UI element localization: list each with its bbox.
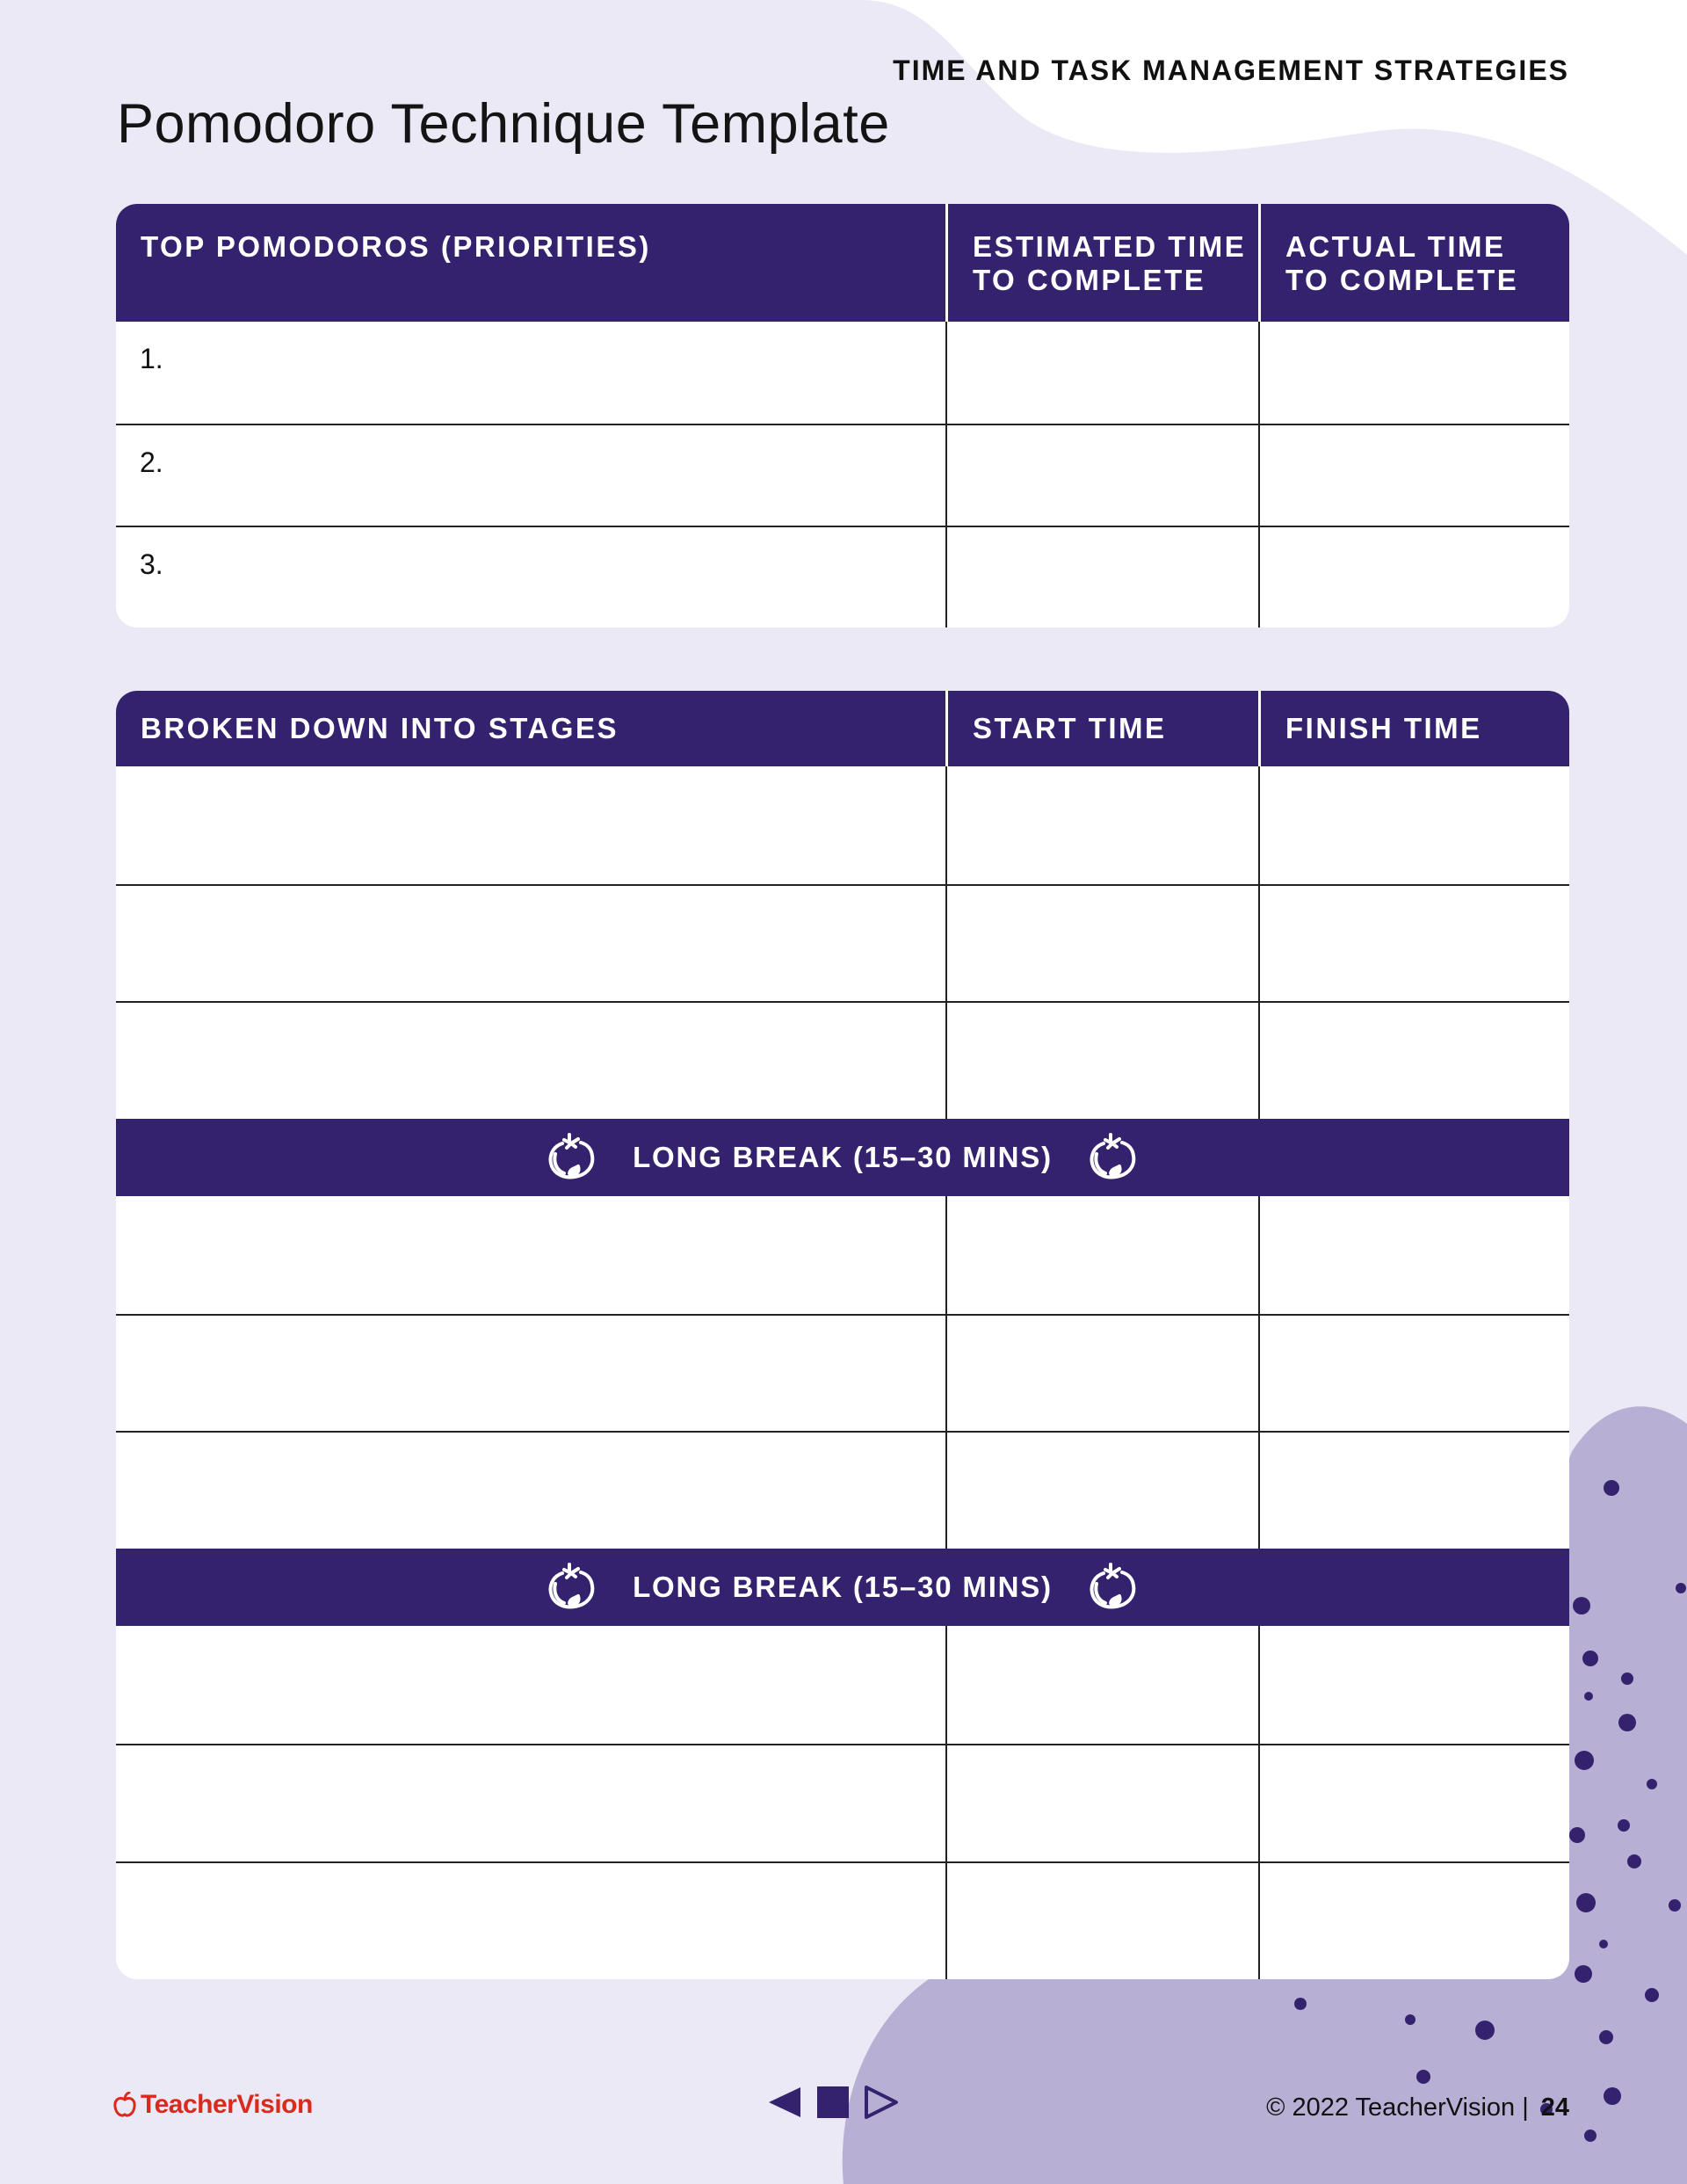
column-header-line: ESTIMATED TIME [973, 230, 1247, 263]
column-header-line: ACTUAL TIME [1285, 230, 1506, 263]
table-row [116, 1744, 1569, 1861]
stage-cell[interactable] [116, 1745, 945, 1861]
stage-cell[interactable] [116, 1433, 945, 1549]
actual-time-cell[interactable] [1258, 527, 1569, 628]
finish-time-cell[interactable] [1258, 1003, 1569, 1119]
start-time-cell[interactable] [945, 1003, 1258, 1119]
column-header-stages: BROKEN DOWN INTO STAGES [141, 712, 619, 744]
priorities-table [116, 204, 1569, 628]
stage-cell[interactable] [116, 766, 945, 884]
stages-table [116, 691, 1569, 1979]
tomato-timer-icon [1084, 1131, 1142, 1184]
column-header-priorities [116, 204, 945, 322]
tomato-timer-icon [543, 1131, 601, 1184]
priority-cell[interactable] [116, 322, 945, 424]
long-break-bar [116, 1549, 1569, 1626]
actual-time-cell[interactable] [1258, 322, 1569, 424]
triangle-right-icon[interactable] [864, 2086, 899, 2123]
stage-cell[interactable] [116, 1316, 945, 1431]
row-number: 2. [140, 446, 163, 478]
long-break-label: LONG BREAK (15–30 MINS) [633, 1141, 1053, 1173]
start-time-cell[interactable] [945, 766, 1258, 884]
column-header-estimated-time [945, 204, 1258, 322]
page-navigation [767, 2086, 899, 2123]
table-row [116, 1196, 1569, 1314]
finish-time-cell[interactable] [1258, 1196, 1569, 1314]
stage-cell[interactable] [116, 1003, 945, 1119]
stage-cell[interactable] [116, 1196, 945, 1314]
finish-time-cell[interactable] [1258, 1316, 1569, 1431]
finish-time-cell[interactable] [1258, 886, 1569, 1001]
column-header-line: TO COMPLETE [973, 264, 1206, 296]
tomato-timer-icon [543, 1561, 601, 1614]
start-time-cell[interactable] [945, 1863, 1258, 1979]
stage-cell[interactable] [116, 1863, 945, 1979]
logo-text: TeacherVision [141, 2090, 313, 2119]
column-header-line: TOP POMODOROS (PRIORITIES) [141, 230, 651, 263]
copyright-text: © 2022 TeacherVision [1266, 2093, 1516, 2122]
actual-time-cell[interactable] [1258, 425, 1569, 526]
page-title: Pomodoro Technique Template [117, 93, 890, 155]
page-number: 24 [1540, 2093, 1569, 2122]
footer-separator: | [1522, 2093, 1529, 2122]
stages-header-row [116, 691, 1569, 766]
teachervision-logo[interactable] [112, 2090, 313, 2120]
table-row [116, 1001, 1569, 1119]
start-time-cell[interactable] [945, 1196, 1258, 1314]
row-number: 3. [140, 548, 163, 580]
stage-cell[interactable] [116, 886, 945, 1001]
start-time-cell[interactable] [945, 1626, 1258, 1744]
table-row [116, 1314, 1569, 1431]
tomato-timer-icon [1084, 1561, 1142, 1614]
section-label: TIME AND TASK MANAGEMENT STRATEGIES [893, 54, 1569, 86]
priority-cell[interactable] [116, 527, 945, 628]
estimated-time-cell[interactable] [945, 425, 1258, 526]
square-icon[interactable] [816, 2086, 850, 2123]
triangle-left-icon[interactable] [767, 2086, 802, 2123]
estimated-time-cell[interactable] [945, 322, 1258, 424]
table-row [116, 526, 1569, 628]
table-row [116, 1626, 1569, 1744]
finish-time-cell[interactable] [1258, 1433, 1569, 1549]
start-time-cell[interactable] [945, 1745, 1258, 1861]
table-row [116, 884, 1569, 1001]
long-break-bar [116, 1119, 1569, 1196]
start-time-cell[interactable] [945, 1316, 1258, 1431]
finish-time-cell[interactable] [1258, 1745, 1569, 1861]
stage-cell[interactable] [116, 1626, 945, 1744]
start-time-cell[interactable] [945, 886, 1258, 1001]
finish-time-cell[interactable] [1258, 1863, 1569, 1979]
long-break-label: LONG BREAK (15–30 MINS) [633, 1571, 1053, 1603]
table-row [116, 1431, 1569, 1549]
finish-time-cell[interactable] [1258, 766, 1569, 884]
priority-cell[interactable] [116, 425, 945, 526]
footer-copyright [1266, 2093, 1569, 2122]
priorities-header-row [116, 204, 1569, 322]
table-row [116, 424, 1569, 526]
table-row [116, 322, 1569, 424]
apple-icon [112, 2092, 137, 2118]
start-time-cell[interactable] [945, 1433, 1258, 1549]
estimated-time-cell[interactable] [945, 527, 1258, 628]
table-row [116, 1861, 1569, 1979]
row-number: 1. [140, 343, 163, 374]
column-header-start-time: START TIME [945, 691, 1258, 766]
column-header-line: TO COMPLETE [1285, 264, 1519, 296]
finish-time-cell[interactable] [1258, 1626, 1569, 1744]
column-header-finish-time: FINISH TIME [1258, 691, 1569, 766]
column-header-actual-time [1258, 204, 1569, 322]
table-row [116, 766, 1569, 884]
